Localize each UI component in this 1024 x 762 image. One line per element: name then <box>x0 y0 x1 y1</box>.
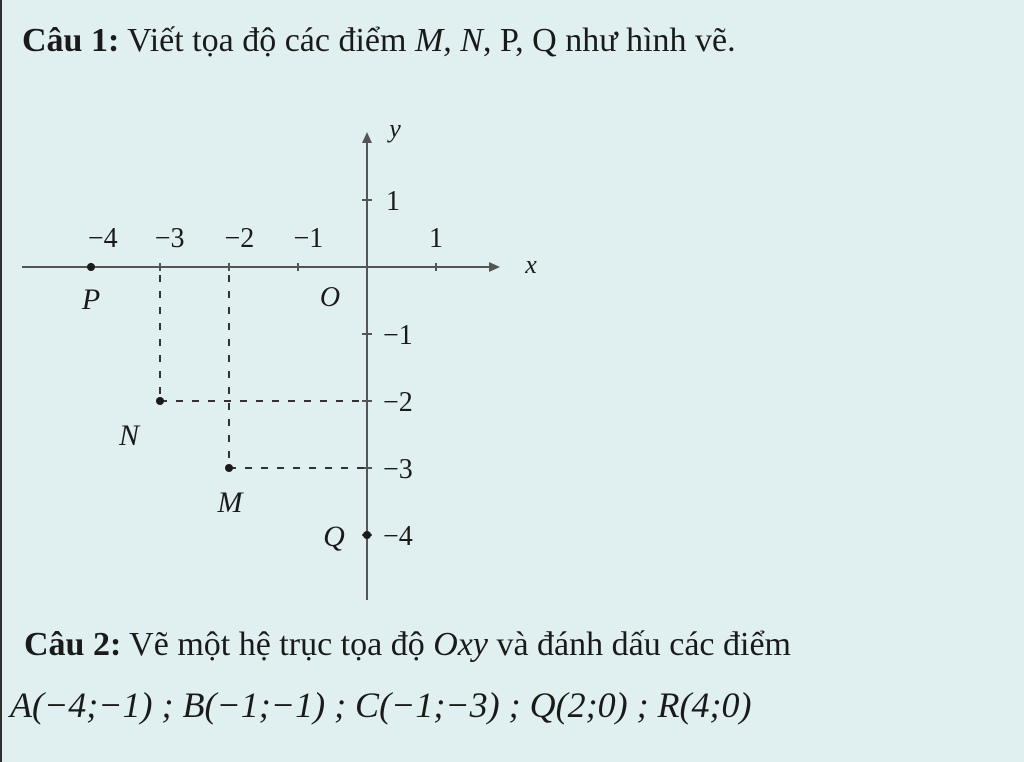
x-tick-label: −3 <box>154 223 185 254</box>
y-tick-label: −3 <box>383 454 413 485</box>
point-label-n: N <box>118 419 140 452</box>
point-p <box>87 263 95 271</box>
question-2-label: Câu 2: <box>24 626 122 663</box>
y-tick-label: −1 <box>383 320 413 351</box>
question-1-points: M, N <box>414 22 483 59</box>
x-tick-label: 1 <box>429 223 443 254</box>
x-tick-label: −1 <box>293 223 324 254</box>
coordinate-figure <box>2 110 562 610</box>
point-q <box>363 531 371 539</box>
axes <box>22 114 537 600</box>
question-1-points-2: , P, Q <box>482 22 557 59</box>
question-1-label: Câu 1: <box>22 22 120 59</box>
y-tick-label: 1 <box>386 186 400 217</box>
coordinate-system-name: Oxy <box>433 626 488 663</box>
origin-label: O <box>319 282 341 313</box>
x-tick-label: −4 <box>87 223 118 254</box>
question-2 <box>24 626 791 664</box>
point-m <box>225 464 233 472</box>
x-tick-label: −2 <box>224 223 255 254</box>
x-axis-label: x <box>525 250 537 279</box>
question-2-points: A(−4;−1) ; B(−1;−1) ; C(−1;−3) ; Q(2;0) ; R(4;0) <box>10 685 752 725</box>
point-label-q: Q <box>323 520 345 553</box>
point-label-m: M <box>217 486 243 519</box>
question-2-text-2: và đánh dấu các điểm <box>487 626 791 663</box>
y-tick-label: −2 <box>383 387 413 418</box>
point-n <box>156 397 164 405</box>
ticks <box>88 186 443 552</box>
question-1 <box>22 22 736 60</box>
y-axis-arrow <box>362 132 372 143</box>
y-tick-label: −4 <box>383 521 413 552</box>
question-1-suffix: như hình vẽ. <box>556 22 736 59</box>
point-label-p: P <box>81 283 101 316</box>
x-axis-arrow <box>489 262 500 272</box>
y-axis-label: y <box>389 114 401 143</box>
question-1-text: Viết tọa độ các điểm <box>119 22 415 59</box>
question-2-text-1: Vẽ một hệ trục tọa độ <box>121 626 434 663</box>
